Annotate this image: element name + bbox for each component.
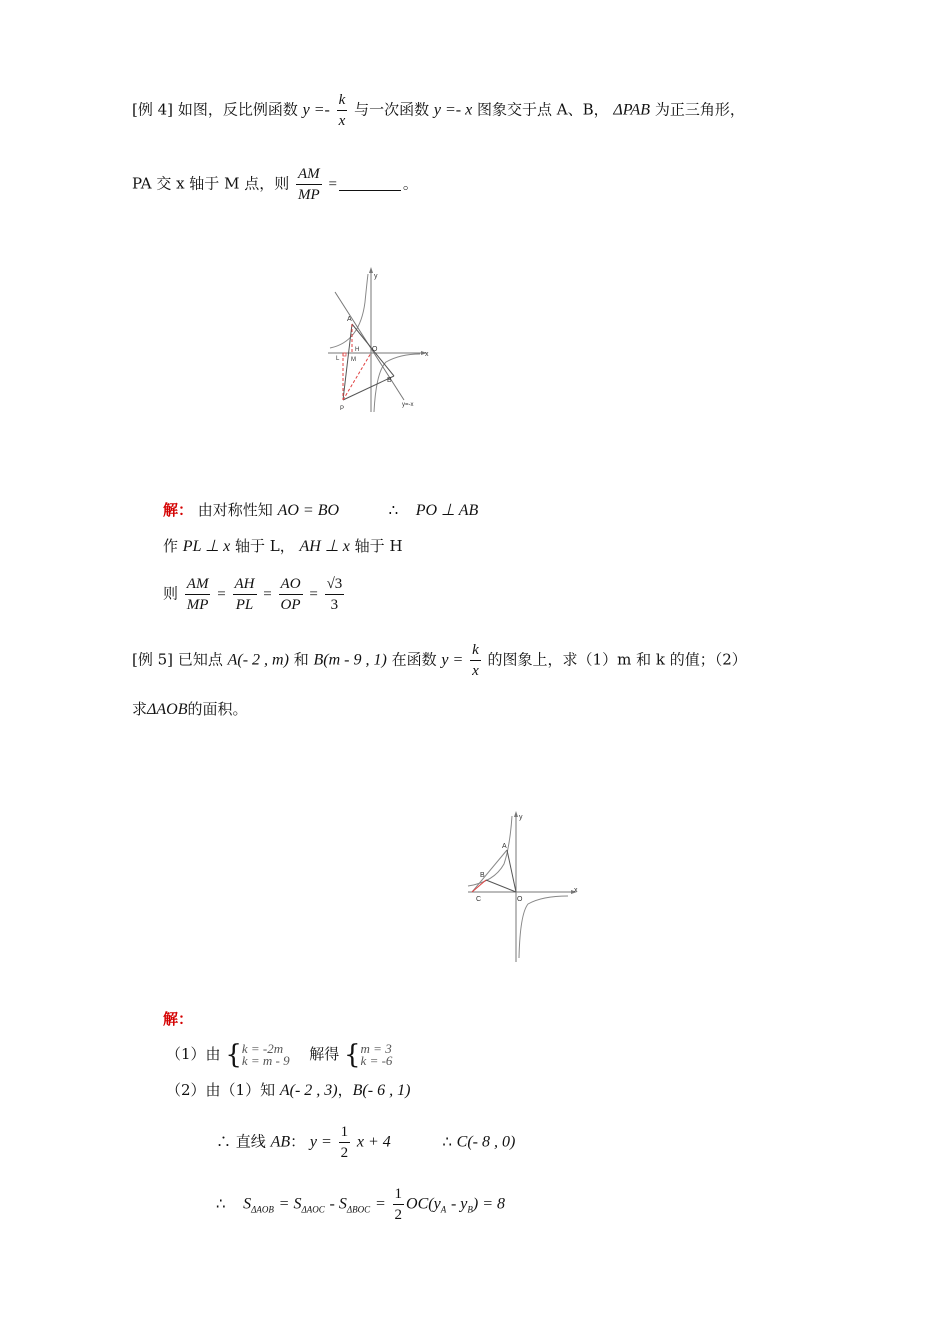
fig2-hyperbola-upper: [468, 816, 512, 886]
sol4-f4d: 3: [330, 597, 339, 613]
sol4-l1a: 由对称性知: [197, 501, 273, 519]
sol4-f4n: √3: [325, 574, 345, 595]
sol5-l2a: （2）由（1）知: [166, 1081, 276, 1099]
ex4-text1: 如图，反比例函数: [177, 100, 298, 119]
sol4-l2e: 轴于 H: [354, 537, 403, 555]
ex5-t1: 已知点: [177, 650, 223, 669]
fig2-label-a: A: [502, 843, 507, 850]
sol4-line3: [163, 574, 346, 615]
sol4-f3n: AO: [279, 574, 303, 595]
ex4-eq1-frac: [337, 90, 348, 131]
figure-ex5: [464, 806, 584, 966]
fig2-ob: [486, 880, 516, 892]
sol4-label: 解：: [163, 501, 194, 519]
sol4-f1n: AM: [185, 574, 211, 595]
ex5-eq-frac: [470, 640, 481, 681]
sol5-l4g: - y: [450, 1195, 468, 1213]
ex5-line1: [132, 640, 747, 681]
ex4-ratio: [296, 164, 322, 205]
fig2-cb-red: [472, 880, 486, 892]
sol4-l3a: 则: [163, 584, 179, 603]
fig2-label-o: O: [517, 896, 523, 903]
fig1-label-line: y=-x: [402, 402, 414, 408]
ex5-line2b: 的面积。: [187, 700, 248, 718]
sol5-l4c: = S: [278, 1195, 302, 1213]
ex4-text2: 与一次函数: [354, 100, 430, 119]
fig2-label-y: y: [519, 814, 523, 821]
ex4-eq1-den: x: [338, 113, 346, 129]
ex5-label: [例 5]: [132, 650, 174, 669]
fig2-oa: [507, 850, 516, 892]
sol5-l4f-sub: A: [440, 1204, 447, 1215]
sol5-l1a: （1）由: [166, 1045, 221, 1063]
fig1-label-l: L: [336, 356, 340, 362]
sol5-l3c: ：: [290, 1132, 306, 1151]
sol5-l3b: AB: [270, 1133, 291, 1151]
sol4-eq1: =: [217, 586, 226, 603]
sol4-f3d: OP: [280, 597, 301, 613]
sol5-l4e: =: [374, 1195, 386, 1213]
sol5-line3: [216, 1122, 515, 1163]
sol5-l4den: 2: [394, 1207, 403, 1223]
sol5-l2c: ，: [337, 1081, 353, 1099]
sol4-f2d: PL: [235, 597, 254, 613]
fig1-label-h: H: [355, 347, 360, 353]
fig1-label-y: y: [374, 273, 378, 280]
sol5-l4b-sub: ΔAOB: [251, 1204, 274, 1215]
ex4-ratio-den: MP: [298, 187, 320, 203]
ex4-tri: ΔPAB: [613, 101, 651, 119]
fig1-label-a: A: [347, 316, 352, 323]
sol4-eq2: =: [263, 586, 272, 603]
sol4-l2c: 轴于 L，: [235, 537, 295, 555]
ex4-eq2: y =- x: [433, 101, 473, 119]
sol5-l3g: C(- 8 , 0): [456, 1133, 516, 1151]
ex4-label: [例 4]: [132, 100, 174, 119]
sol5-l4d: - S: [329, 1195, 347, 1213]
ex5-t2: 和: [293, 650, 309, 669]
fig1-label-m: M: [351, 357, 356, 363]
sol5-l4c-sub: ΔAOC: [301, 1204, 325, 1215]
fig1-label-o: O: [372, 346, 378, 353]
ex5-eq-den: x: [472, 663, 479, 679]
sol5-l3n: 1: [339, 1122, 351, 1143]
sol5-sys2a: m = 3: [360, 1041, 392, 1056]
sol5-l4d-sub: ΔBOC: [346, 1204, 371, 1215]
sol5-line2: [166, 1079, 410, 1100]
sol4-f1d: MP: [186, 597, 209, 613]
ex4-eq1-lhs: y =-: [302, 101, 330, 119]
sol5-l4-frac: [393, 1184, 405, 1225]
sol5-l4n: 1: [393, 1184, 405, 1205]
fig2-label-x: x: [574, 887, 578, 894]
sol5-l3e: x + 4: [356, 1133, 391, 1151]
sol4-l1b: AO = BO: [277, 502, 340, 519]
ex5-point-b: B(m - 9 , 1): [313, 651, 387, 669]
fig1-label-x: x: [425, 351, 429, 358]
ex5-eq-num: k: [470, 640, 481, 661]
sol5-l3a: ∴ 直线: [216, 1132, 266, 1151]
sol4-f2n: AH: [233, 574, 257, 595]
ex4-eq1-num: k: [337, 90, 348, 111]
ex5-tri: ΔAOB: [147, 701, 188, 718]
sol4-l1c: PO ⊥ AB: [415, 502, 479, 519]
sol4-therefore: ∴: [388, 501, 399, 519]
ex5-eq-lhs: y =: [441, 651, 464, 669]
fig1-label-b: B: [387, 377, 392, 384]
ex4-ratio-num: AM: [296, 164, 322, 185]
sol4-l2b: PL ⊥ x: [182, 538, 231, 555]
sol4-line1: [163, 499, 478, 520]
fig2-label-c: C: [476, 896, 482, 903]
figure-ex4: [320, 262, 440, 422]
ex4-line1: [132, 90, 745, 131]
sol5-l4a: ∴: [216, 1194, 226, 1213]
sol5-l4b: S: [243, 1195, 252, 1213]
answer-blank: [339, 190, 401, 191]
sol5-sys2b: k = -6: [360, 1053, 393, 1068]
sol4-frac2: [233, 574, 257, 615]
sol5-sys1: [242, 1043, 290, 1067]
sol5-l2d: B(- 6 , 1): [352, 1082, 411, 1099]
sol4-frac4: [325, 574, 345, 615]
sol5-label: 解：: [163, 1010, 194, 1028]
fig2-label-b: B: [480, 872, 485, 879]
ex4-eq-sign: =: [328, 176, 337, 193]
sol5-brace2: {: [344, 1040, 361, 1070]
sol4-frac1: [185, 574, 211, 615]
sol5-l2b: A(- 2 , 3): [279, 1082, 338, 1099]
ex5-line2a: 求: [132, 700, 148, 718]
sol5-brace1: {: [225, 1040, 242, 1070]
sol5-sys1b: k = m - 9: [241, 1053, 290, 1068]
ex4-end: 。: [402, 174, 418, 193]
sol5-l4g-sub: B: [467, 1204, 473, 1215]
ex4-text3: 图象交于点 A、B，: [476, 100, 609, 119]
sol4-frac3: [279, 574, 303, 615]
ex4-line2: [132, 164, 418, 205]
ex5-t4: 的图象上，求（1）m 和 k 的值；（2）: [487, 650, 747, 669]
sol5-l1b: 解得: [309, 1045, 340, 1063]
ex5-line2: [132, 698, 248, 719]
fig1-label-p: P: [340, 406, 345, 412]
sol4-line2: [163, 535, 403, 556]
sol5-l4h: ) = 8: [472, 1195, 506, 1213]
ex4-text4: 为正三角形，: [654, 100, 745, 119]
ex5-point-a: A(- 2 , m): [227, 651, 289, 669]
fig2-y-arrow: [514, 811, 518, 817]
sol5-l3-frac: [339, 1122, 351, 1163]
sol5-l3f: ∴: [442, 1132, 452, 1151]
sol5-l4f: OC(y: [406, 1195, 441, 1213]
sol4-eq3: =: [309, 586, 318, 603]
ex4-line2a: PA 交 x 轴于 M 点，则: [132, 174, 290, 193]
fig1-y-arrow: [369, 267, 373, 273]
sol5-l3d: y =: [309, 1133, 332, 1151]
sol5-sys2: [361, 1043, 393, 1067]
sol5-sys1a: k = -2m: [241, 1041, 284, 1056]
sol4-l2a: 作: [163, 537, 179, 555]
fig2-line-ab: [472, 850, 507, 892]
sol5-l3den: 2: [340, 1145, 349, 1161]
sol5-line1: [166, 1040, 392, 1070]
sol5-line4: [216, 1184, 505, 1225]
ex5-t3: 在函数: [391, 650, 437, 669]
sol4-l2d: AH ⊥ x: [299, 538, 350, 555]
fig2-hyperbola-lower: [519, 896, 568, 958]
